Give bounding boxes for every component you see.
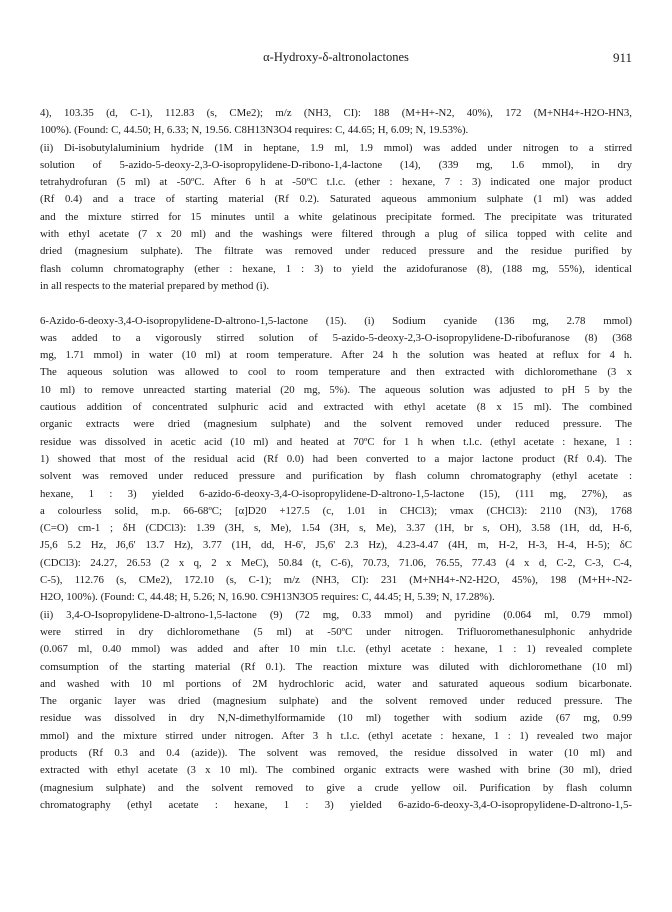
section-heading-line: 6-Azido-6-deoxy-3,4-O-isopropylidene-D-altrono-1,5-lactone (15). (i) Sodium cyanide (136 mg, 2.78 mmol): [40, 314, 632, 327]
text-line: hexane, 1 : 3) yielded 6-azido-6-deoxy-3,4-O-isopropylidene-D-altrono-1,5-lactone (15), (111 mg, 27%), as: [40, 487, 632, 500]
text-line: and the mixture stirred for 15 minutes until a white gelatinous precipitate formed. The precipitate was triturated: [40, 210, 632, 223]
text-line: cautious addition of concentrated sulphuric acid and extracted with ethyl acetate (8 x 15 ml). The combined: [40, 401, 632, 414]
text-line: J5,6 5.2 Hz, J6,6' 13.7 Hz), 3.77 (1H, dd, H-6', J5,6' 2.3 Hz), 4.23-4.47 (4H, m, H-2, H-3, H-4, H-5); δC: [40, 539, 632, 552]
text-line: and washed with 10 ml portions of 2M hydrochloric acid, water and saturated aqueous sodium bicarbonate.: [40, 677, 632, 690]
text-line: (Rf 0.4) and a trace of starting material (Rf 0.2). Saturated aqueous ammonium sulphate (1 ml) was added: [40, 193, 632, 206]
text-line: in all respects to the material prepared by method (i).: [40, 279, 270, 292]
text-line: a colourless solid, m.p. 66-68ºC; [α]D20 +127.5 (c, 1.01 in CHCl3); νmax (CHCl3): 2110 (N3), 1768: [40, 504, 632, 517]
text-line: 1) showed that most of the residual acid (Rf 0.0) had been converted to a major lactone product (Rf 0.4). The: [40, 452, 632, 465]
text-line: (ii) 3,4-O-Isopropylidene-D-altrono-1,5-lactone (9) (72 mg, 0.33 mmol) and pyridine (0.064 ml, 0.79 mmol): [40, 608, 632, 621]
text-line: (0.067 ml, 0.40 mmol) was added and after 10 min t.l.c. (ethyl acetate : hexane, 1 : 1) revealed complete: [40, 643, 632, 656]
text-line: The aqueous solution was allowed to cool to room temperature and then extracted with dichloromethane (3 x: [40, 366, 632, 379]
page-header: [40, 50, 632, 70]
text-line: solution of 5-azido-5-deoxy-2,3-O-isopropylidene-D-ribono-1,4-lactone (14), (339 mg, 1.6 mmol), in dry: [40, 158, 632, 171]
text-line: (CDCl3): 24.27, 26.53 (2 x q, 2 x MeC), 50.84 (t, C-6), 70.73, 71.06, 76.55, 77.43 (4 x d, C-2, C-3, C-4,: [40, 556, 632, 569]
body-text: [40, 105, 632, 814]
text-line: The organic layer was dried (magnesium sulphate) and the solvent removed under reduced pressure. The: [40, 695, 632, 708]
text-line: comsumption of the starting material (Rf 0.1). The reaction mixture was diluted with dichloromethane (10 ml): [40, 660, 632, 673]
text-line: 4), 103.35 (d, C-1), 112.83 (s, CMe2); m/z (NH3, CI): 188 (M+H+-N2, 40%), 172 (M+NH4+-H2O-HN3,: [40, 107, 632, 119]
text-line: with ethyl acetate (7 x 20 ml) and the washings were filtered through a plug of silica topped with celite and: [40, 228, 632, 241]
text-line: H2O, 100%). (Found: C, 44.48; H, 5.26; N, 16.90. C9H13N3O5 requires: C, 44.45; H, 5.39; N, 17.28%).: [40, 591, 495, 604]
text-line: dried (magnesium sulphate). The filtrate was removed under reduced pressure and the residue purified by: [40, 245, 632, 258]
page-number: 911: [612, 50, 632, 65]
text-line: 100%). (Found: C, 44.50; H, 6.33; N, 19.56. C8H13N3O4 requires: C, 44.65; H, 6.09; N, 19.53%).: [40, 124, 469, 137]
text-line: extracted with ethyl acetate (3 x 10 ml). The combined organic extracts were washed with brine (30 ml), dried: [40, 764, 632, 777]
text-line: (magnesium sulphate) and the solvent removed to give a crude yellow oil. Purification by flash column: [40, 781, 632, 794]
text-line: products (Rf 0.3 and 0.4 (azide)). The solvent was removed, the residue dissolved in water (10 ml) and: [40, 746, 632, 759]
running-title: α-Hydroxy-δ-altronolactones: [263, 50, 409, 64]
text-line: (C=O) cm-1 ; δH (CDCl3): 1.39 (3H, s, Me), 1.54 (3H, s, Me), 3.37 (1H, br s, OH), 3.58 (1H, dd, H-6,: [40, 522, 632, 535]
text-line: was added to a vigorously stirred solution of 5-azido-5-deoxy-2,3-O-isopropylidene-D-ribofuranose (8) (368: [40, 331, 632, 344]
text-line: 10 ml) to remove unreacted starting material (20 mg, 5%). The aqueous solution was adjusted to pH 5 by the: [40, 383, 632, 396]
text-line: tetrahydrofuran (5 ml) at -50ºC. After 6 h at -50ºC t.l.c. (ether : hexane, 7 : 3) indicated one major product: [40, 176, 632, 189]
text-line: mg, 1.71 mmol) in water (10 ml) at room temperature. After 24 h the solution was heated at reflux for 4 h.: [40, 349, 632, 362]
text-line: flash column chromatography (ether : hexane, 1 : 3) to yield the azidofuranose (8), (188 mg, 55%), identical: [40, 262, 632, 275]
paragraph-gap: [40, 295, 632, 312]
text-line: mmol) and the mixture stirred under nitrogen. After 3 h t.l.c. (ethyl acetate : hexane, 1 : 1) revealed two major: [40, 729, 632, 742]
text-line: residue was dissolved in dry N,N-dimethylformamide (10 ml) together with sodium azide (67 mg, 0.99: [40, 712, 632, 725]
text-line: organic extracts were dried (magnesium sulphate) and the solvent removed under reduced pressure. The: [40, 418, 632, 431]
text-line: C-5), 112.76 (s, CMe2), 172.10 (s, C-1); m/z (NH3, CI): 231 (M+NH4+-N2-H2O, 45%), 198 (M+H+-N2-: [40, 574, 632, 587]
text-line: (ii) Di-isobutylaluminium hydride (1M in heptane, 1.9 ml, 1.9 mmol) was added under nitrogen to a stirred: [40, 141, 632, 154]
text-line: solvent was removed under reduced pressure and purification by flash column chromatography (ethyl acetate :: [40, 470, 632, 483]
text-line: chromatography (ethyl acetate : hexane, 1 : 3) yielded 6-azido-6-deoxy-3,4-O-isopropylidene-D-altrono-1,5-: [40, 798, 632, 811]
text-line: were stirred in dry dichloromethane (5 ml) at -50ºC under nitrogen. Trifluoromethanesulphonic anhydride: [40, 625, 632, 638]
text-line: residue was dissolved in acetic acid (10 ml) and heated at 70ºC for 1 h when t.l.c. (ethyl acetate : hexane, 1 :: [40, 435, 632, 448]
